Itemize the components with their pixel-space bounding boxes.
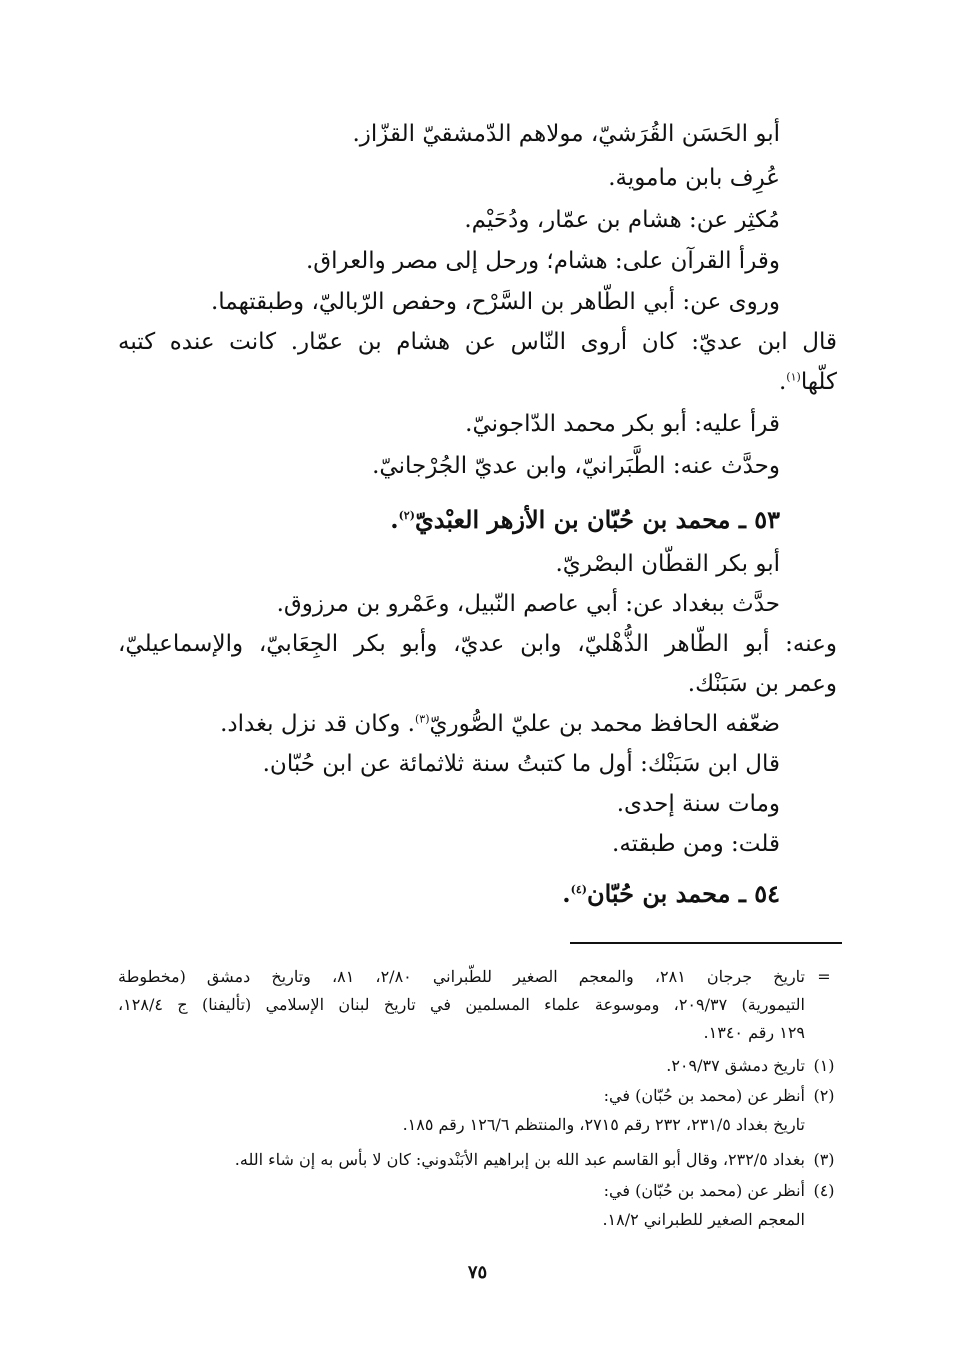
footnote-line: ١٢٩ رقم ١٣٤٠. <box>703 1023 805 1042</box>
text-line: ومات سنة إحدى. <box>616 791 780 817</box>
footnote-number: (١) <box>813 1056 835 1075</box>
page-number: ٧٥ <box>467 1262 488 1283</box>
footnote-number: (٤) <box>813 1181 835 1200</box>
footnote-line: أنظر عن (محمد بن حُبّان) في: <box>603 1086 805 1105</box>
footnote-separator <box>570 942 842 944</box>
text-line: قال ابن عديّ: كان أروى النّاس عن هشام بن عمّار. كانت عنده كتبه <box>118 329 837 355</box>
text-span: . <box>562 879 571 908</box>
text-line: وقرأ القرآن على: هشام؛ ورحل إلى مصر والعراق. <box>305 248 780 274</box>
text-line <box>220 708 780 740</box>
text-span: . <box>390 505 399 534</box>
footnote-ref-2: (٢) <box>398 509 415 522</box>
text-line: أبو بكر القطّان البصْريّ. <box>555 551 780 577</box>
text-line: قرأ عليه: أبو بكر محمد الدّاجونيّ. <box>465 411 780 437</box>
text-line: عُرِف بابن ماموية. <box>608 165 780 191</box>
footnote-number: (٣) <box>813 1150 835 1169</box>
text-line: قلت: ومن طبقته. <box>612 831 780 857</box>
text-line: حدَّث ببغداد عن: أبي عاصم النّبيل، وعَمْرو بن مرزوق. <box>276 591 780 617</box>
footnote-line: المعجم الصغير للطبراني ١٨/٢. <box>602 1210 805 1229</box>
text-line <box>779 366 837 398</box>
text-span: كلّها <box>800 369 837 395</box>
footnote-line: بغداد ٢٣٢/٥، وقال أبو القاسم عبد الله بن إبراهيم الأبَنْدوني: كان لا بأس به إن شاء الله. <box>234 1150 805 1169</box>
text-span: ضعّفه الحافظ محمد بن عليّ الصُّوريّ <box>429 711 780 737</box>
text-span: . <box>778 369 787 395</box>
footnote-line: تاريخ جرجان ٢٨١، والمعجم الصغير للطّبراني ٢/٨٠، ٨١، وتاريخ دمشق (مخطوطة <box>118 967 806 986</box>
footnote-line: أنظر عن (محمد بن حُبّان) في: <box>603 1181 805 1200</box>
footnote-line: تاريخ بغداد ٢٣١/٥، ٢٣٢ رقم ٢٧١٥، والمنتظم ١٢٦/٦ رقم ١٨٥. <box>402 1115 805 1134</box>
footnote-line: تاريخ دمشق ٢٠٩/٣٧. <box>666 1056 805 1075</box>
text-line: قال ابن سَبَنْك: أول ما كتبتُ سنة ثلاثمائة عن ابن حُبّان. <box>262 751 780 777</box>
text-line: وحدَّث عنه: الطَّبَرانيّ، وابن عديّ الجُرْجانيّ. <box>372 453 780 479</box>
text-line: وروى عن: أبي الطّاهر بن السَّرْح، وحفص الرّباليّ، وطبقتهما. <box>210 289 780 315</box>
footnote-line: التيمورية) ٢٠٩/٣٧، وموسوعة علماء المسلمين في تاريخ لبنان الإسلامي (تأليفنا) ج ١٢٨/٤، <box>118 995 806 1014</box>
heading-text: ٥٤ ـ محمد بن حُبّان <box>586 879 780 908</box>
footnote-ref-1: (١) <box>786 370 801 384</box>
text-span: . وكان قد نزل بغداد. <box>220 711 415 737</box>
text-line: مُكثِر عن: هشام بن عمّار، ودُحَيْم. <box>464 207 780 233</box>
heading-text: ٥٣ ـ محمد بن حُبّان بن الأزهر العبْديّ <box>414 505 780 534</box>
footnote-ref-4: (٤) <box>570 883 587 896</box>
entry-heading-53 <box>390 504 780 536</box>
footnote-continuation-mark: = <box>817 967 831 986</box>
entry-heading-54 <box>562 878 780 910</box>
footnote-number: (٢) <box>813 1086 835 1105</box>
text-line: وعمر بن سَبَنْك. <box>687 671 837 697</box>
text-line: وعنه: أبو الطّاهر الذُّهْليّ، وابن عديّ، وأبو بكر الجِعَابيّ، والإسماعيليّ، <box>118 631 837 657</box>
footnote-ref-3: (٣) <box>414 712 430 726</box>
text-line: أبو الحَسَن القُرَشيّ، مولاهم الدّمشقيّ القزّاز. <box>352 121 780 147</box>
